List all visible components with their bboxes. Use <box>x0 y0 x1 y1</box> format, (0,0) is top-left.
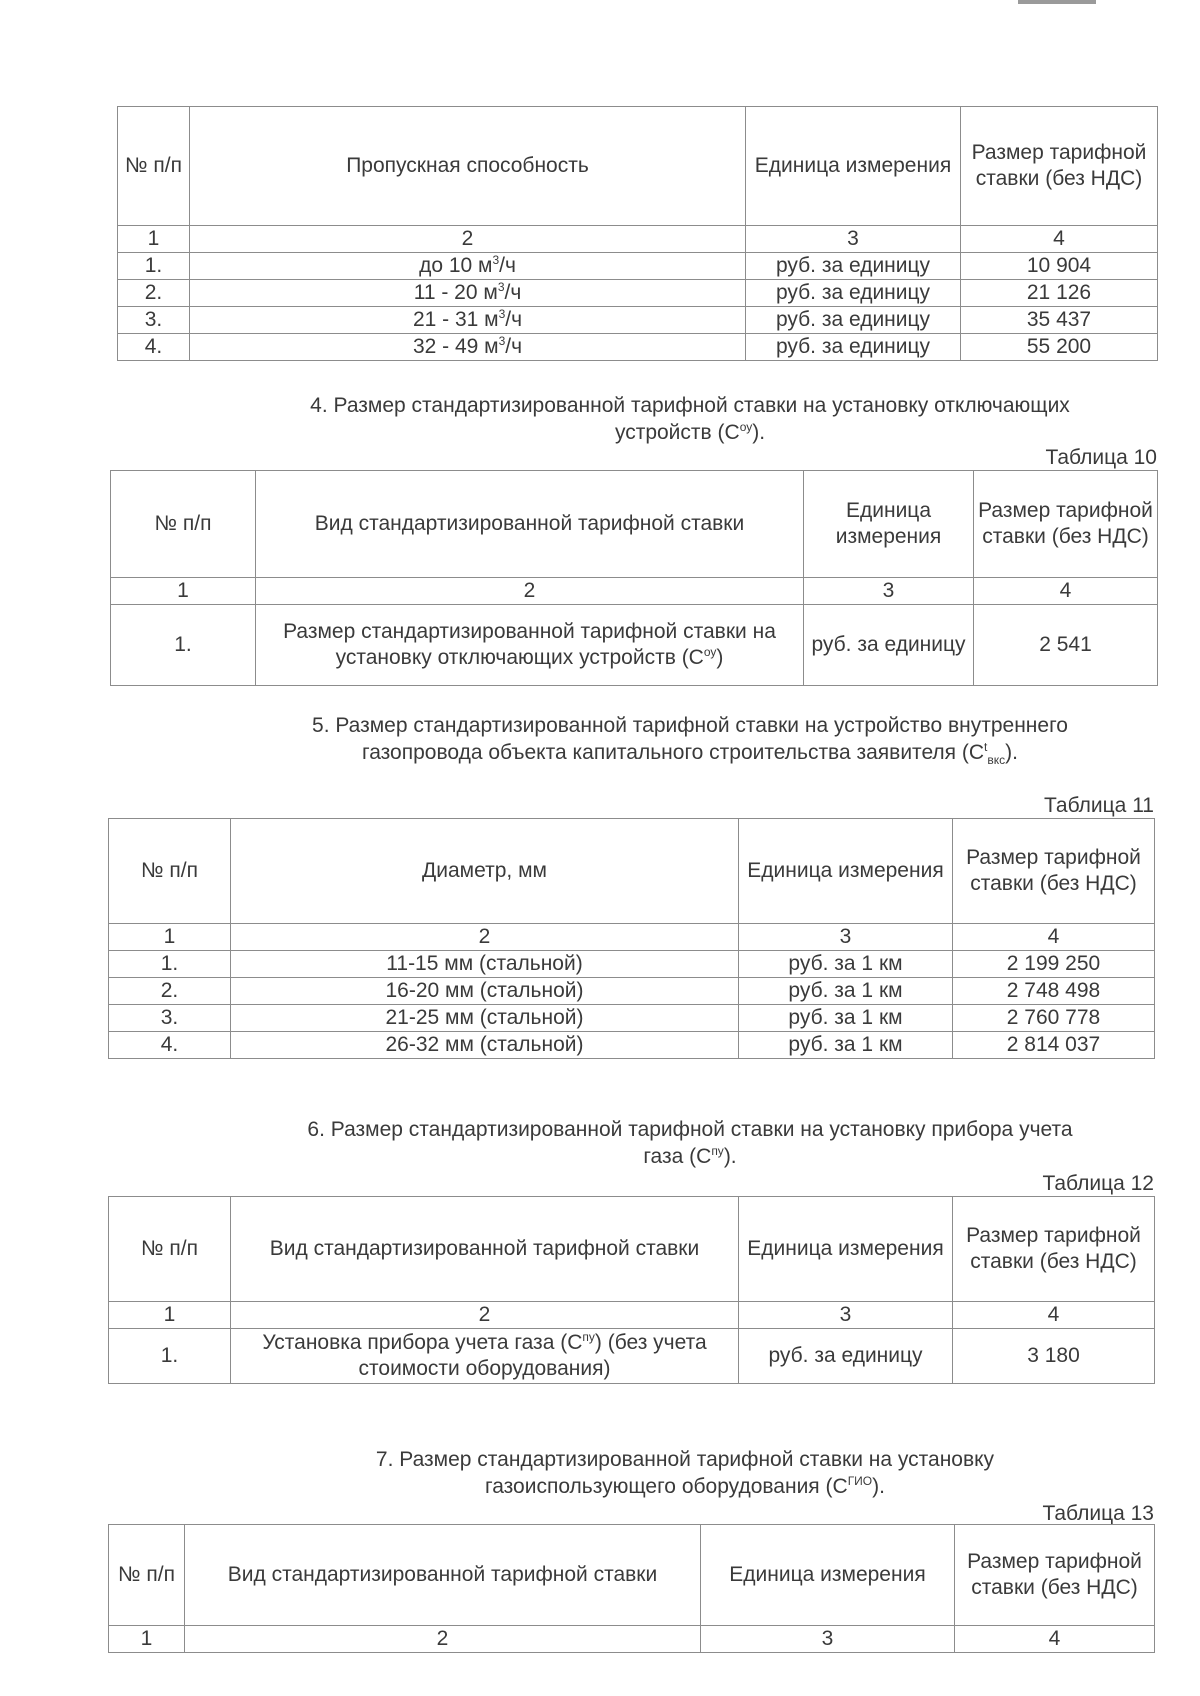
column-number: 3 <box>739 1302 953 1329</box>
table-header-row <box>118 107 1158 226</box>
column-number: 4 <box>974 578 1158 605</box>
row-number: 1. <box>118 253 190 280</box>
header-number: № п/п <box>111 471 256 578</box>
row-number: 3. <box>109 1005 231 1032</box>
unit-cell: руб. за единицу <box>746 334 961 361</box>
column-number: 2 <box>231 924 739 951</box>
capacity-cell: 32 - 49 $м^3/ч$ <box>190 334 746 361</box>
header-rate: Размер тарифной ставки (без НДС) <box>953 1197 1155 1302</box>
header-unit: Единица измерения <box>739 819 953 924</box>
rate-type-cell: Размер стандартизированной тарифной ставки на установку отключающих устройств $(С^{оу})$ <box>256 605 804 686</box>
rate-cell: 2 760 778 <box>953 1005 1155 1032</box>
capacity-rate-table <box>117 106 1158 361</box>
column-numbering-row <box>109 1302 1155 1329</box>
capacity-cell: 11 - 20 $м^3/ч$ <box>190 280 746 307</box>
gas-meter-rate-table <box>108 1196 1155 1384</box>
rate-cell: 2 199 250 <box>953 951 1155 978</box>
unit-cell: руб. за единицу <box>739 1329 953 1384</box>
rate-cell: 2 814 037 <box>953 1032 1155 1059</box>
diameter-cell: 16-20 мм (стальной) <box>231 978 739 1005</box>
diameter-cell: 26-32 мм (стальной) <box>231 1032 739 1059</box>
unit-cell: руб. за единицу <box>746 307 961 334</box>
table-row <box>118 334 1158 361</box>
table-row <box>109 1005 1155 1032</box>
rate-cell: 55 200 <box>961 334 1158 361</box>
header-rate: Размер тарифной ставки (без НДС) <box>955 1525 1155 1626</box>
header-number: № п/п <box>109 1197 231 1302</box>
row-number: 4. <box>109 1032 231 1059</box>
rate-cell: 2 748 498 <box>953 978 1155 1005</box>
table-row <box>118 307 1158 334</box>
column-number: 3 <box>804 578 974 605</box>
column-numbering-row <box>109 1626 1155 1653</box>
capacity-cell: до 10 $м^3/ч$ <box>190 253 746 280</box>
row-number: 3. <box>118 307 190 334</box>
section-7-title: 7. Размер стандартизированной тарифной ставки на установку газоиспользующего оборудования $(С^{ГИО})$. <box>375 1448 995 1498</box>
header-rate: Размер тарифной ставки (без НДС) <box>974 471 1158 578</box>
unit-cell: руб. за 1 км <box>739 1032 953 1059</box>
unit-cell: руб. за 1 км <box>739 978 953 1005</box>
diameter-cell: 11-15 мм (стальной) <box>231 951 739 978</box>
column-number: 2 <box>190 226 746 253</box>
rate-cell: 21 126 <box>961 280 1158 307</box>
table-13-caption: Таблица 13 <box>1042 1502 1154 1525</box>
unit-cell: руб. за единицу <box>746 253 961 280</box>
table-header-row <box>109 1197 1155 1302</box>
table-11-caption: Таблица 11 <box>1044 794 1154 817</box>
internal-pipeline-rate-table <box>108 818 1155 1059</box>
table-header-row <box>111 471 1158 578</box>
column-number: 3 <box>701 1626 955 1653</box>
column-number: 4 <box>955 1626 1155 1653</box>
column-number: 1 <box>111 578 256 605</box>
column-number: 1 <box>109 924 231 951</box>
table-10-caption: Таблица 10 <box>1045 446 1157 469</box>
column-number: 4 <box>953 1302 1155 1329</box>
unit-cell: руб. за 1 км <box>739 951 953 978</box>
table-row <box>111 605 1158 686</box>
column-number: 4 <box>953 924 1155 951</box>
rate-cell: 35 437 <box>961 307 1158 334</box>
table-12-caption: Таблица 12 <box>1042 1172 1154 1195</box>
rate-cell: 10 904 <box>961 253 1158 280</box>
row-number: 2. <box>118 280 190 307</box>
diameter-cell: 21-25 мм (стальной) <box>231 1005 739 1032</box>
header-rate-type: Вид стандартизированной тарифной ставки <box>185 1525 701 1626</box>
capacity-cell: 21 - 31 $м^3/ч$ <box>190 307 746 334</box>
corner-mark <box>1018 0 1096 4</box>
table-header-row <box>109 819 1155 924</box>
header-unit: Единица измерения <box>701 1525 955 1626</box>
table-row <box>109 951 1155 978</box>
column-number: 4 <box>961 226 1158 253</box>
gas-equipment-rate-table <box>108 1524 1155 1653</box>
column-number: 1 <box>118 226 190 253</box>
header-number: № п/п <box>109 1525 185 1626</box>
column-number: 1 <box>109 1302 231 1329</box>
column-number: 2 <box>185 1626 701 1653</box>
column-numbering-row <box>111 578 1158 605</box>
unit-cell: руб. за 1 км <box>739 1005 953 1032</box>
rate-cell: 2 541 <box>974 605 1158 686</box>
column-number: 2 <box>231 1302 739 1329</box>
table-row <box>118 253 1158 280</box>
table-row <box>109 978 1155 1005</box>
column-number: 3 <box>746 226 961 253</box>
column-numbering-row <box>118 226 1158 253</box>
section-6-title: 6. Размер стандартизированной тарифной ставки на установку прибора учета газа $(С^{пу})$. <box>307 1118 1073 1168</box>
table-row <box>118 280 1158 307</box>
rate-cell: 3 180 <box>953 1329 1155 1384</box>
table-header-row <box>109 1525 1155 1626</box>
table-row <box>109 1329 1155 1384</box>
disconnect-devices-rate-table <box>110 470 1158 686</box>
header-rate-type: Вид стандартизированной тарифной ставки <box>231 1197 739 1302</box>
column-number: 2 <box>256 578 804 605</box>
unit-cell: руб. за единицу <box>804 605 974 686</box>
column-numbering-row <box>109 924 1155 951</box>
header-number: № п/п <box>109 819 231 924</box>
header-capacity: Пропускная способность <box>190 107 746 226</box>
header-rate: Размер тарифной ставки (без НДС) <box>961 107 1158 226</box>
rate-type-cell: Установка прибора учета газа $(С^{пу})$ (без учета стоимости оборудования) <box>231 1329 739 1384</box>
column-number: 3 <box>739 924 953 951</box>
unit-cell: руб. за единицу <box>746 280 961 307</box>
row-number: 4. <box>118 334 190 361</box>
row-number: 1. <box>109 951 231 978</box>
row-number: 1. <box>109 1329 231 1384</box>
header-rate: Размер тарифной ставки (без НДС) <box>953 819 1155 924</box>
header-unit: Единица измерения <box>804 471 974 578</box>
row-number: 2. <box>109 978 231 1005</box>
table-row <box>109 1032 1155 1059</box>
section-4-title: 4. Размер стандартизированной тарифной ставки на установку отключающих устройств $(С^{оу})$. <box>310 394 1070 444</box>
row-number: 1. <box>111 605 256 686</box>
header-diameter: Диаметр, мм <box>231 819 739 924</box>
column-number: 1 <box>109 1626 185 1653</box>
header-unit: Единица измерения <box>739 1197 953 1302</box>
header-unit: Единица измерения <box>746 107 961 226</box>
section-5-title: 5. Размер стандартизированной тарифной ставки на устройство внутреннего газопровода объекта капитального строительства заявителя $(С^t_{вкс})$. <box>312 714 1068 768</box>
header-number: № п/п <box>118 107 190 226</box>
header-rate-type: Вид стандартизированной тарифной ставки <box>256 471 804 578</box>
